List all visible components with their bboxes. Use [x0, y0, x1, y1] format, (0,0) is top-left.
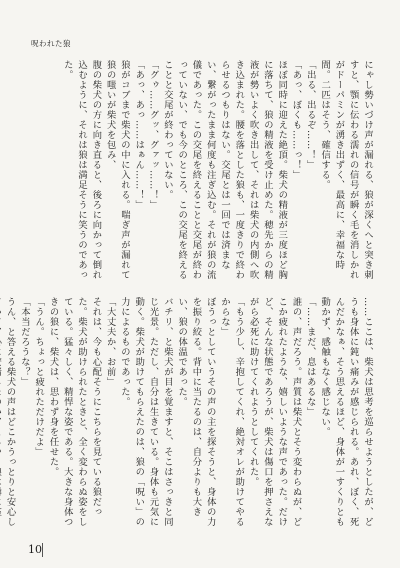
paragraph: 「うん。ちょっと疲れただけだよ」 [33, 297, 45, 457]
paragraph: ぼうっとしていうその声の主を探そうと、身体の力を振り絞る。背中に当たるのは、自分よりも大きい、狼の体温であった。 [176, 297, 216, 527]
paragraph: 「あっ、ぼくも……っ！」 [290, 60, 302, 180]
paragraph: にゃし勢いづけ声が漏れる、狼が深くへと突き刺すと、顎に伝わる濡れの信号が瞬く毛を消しかれがドーパミンが湧き出ずく、最高に、幸福な時間。二匹はそう、確信する。 [319, 60, 373, 280]
paragraph: それは、今も心配そうにこちらを見ている狼だった。柴犬が助けられたときと、全く変わらぬ姿をしている。猛々しく、精悍な姿である。大きな身体つきの狼に、柴犬は、思わず身を任せた。 [47, 297, 102, 527]
paragraph: 「……まだ、息はあるな」 [304, 297, 316, 417]
paragraph: ……ここは、柴犬は思考を巡らせようとしたが、どうも身体に鈍い痛みが感じられる。あれ、ぼく、死んだかなぁ、そう思えるほど、身体が一すくりとも動かず、感触もなく感じない。 [319, 297, 373, 527]
upper-text-block [28, 60, 374, 281]
paragraph: ほぼ同時に迎えた絶頂。柴犬の精液が三度ほど胸に落ちて、狼の精液を受け止めた。穂先からの精液が勢いよく吹き出して、それは柴犬の内側へ吹き込まれた。腰を落とした狼も、一度きりで終わらせるつもりはない。交尾とは一回では済まない、繋がったまま何度も注ぎ込む。それが狼の流儀であった。この交尾を終えることと交尾が終わっていない、でも今のところ、この交尾を終えることと交尾が終わっていない。 [161, 60, 288, 280]
page-number: 10 [28, 543, 42, 556]
lower-text-block [4, 297, 374, 529]
page-number-rule [42, 543, 43, 557]
paragraph: うん、と答える柴犬の声はどこかうっとりと安心し [4, 297, 16, 527]
paragraph: 腹の柴犬の方に向き直ると、後ろに向かって倒れ込むように、それは狼は満足そうに笑うのであった。 [61, 60, 102, 280]
paragraph: 狼がコブまで柴犬の中に入れる。喘ぎ声が漏れて狼の嗤いが柴犬を包み、 [104, 60, 130, 280]
paragraph: 「あっ、あっ……はぁん……！」 [133, 60, 145, 210]
paragraph: 「大丈夫か、お前」 [104, 297, 116, 387]
paragraph: 誰の、声だろう。声質は柴犬とそう変わらぬが、どこか疲れたような、嬉しいような声であった。だけど、そんな状態であろうが、柴犬は傷口を押さえながら必死に助けてくれようとしてくれた。 [247, 297, 302, 527]
paragraph: 「本当だろうな？」 [18, 297, 30, 387]
paragraph: 「出る、出るぞ……！」 [304, 60, 316, 170]
paragraph: バチリ、と柴犬が目を覚ますと、そこはさっきと同じ光景。ただし、自分は生きている。身体も元気に動く。柴犬が助けてもらえたのは、狼の「呪い」の力によるものであった。 [118, 297, 173, 527]
chapter-title: 呪われた狼 [31, 39, 71, 48]
paragraph: 「グゥ……グッ、グァッ……！」 [147, 60, 159, 210]
paragraph: 「もう少し、辛抱してくれ、絶対オレが助けてやるからな」 [219, 297, 245, 527]
